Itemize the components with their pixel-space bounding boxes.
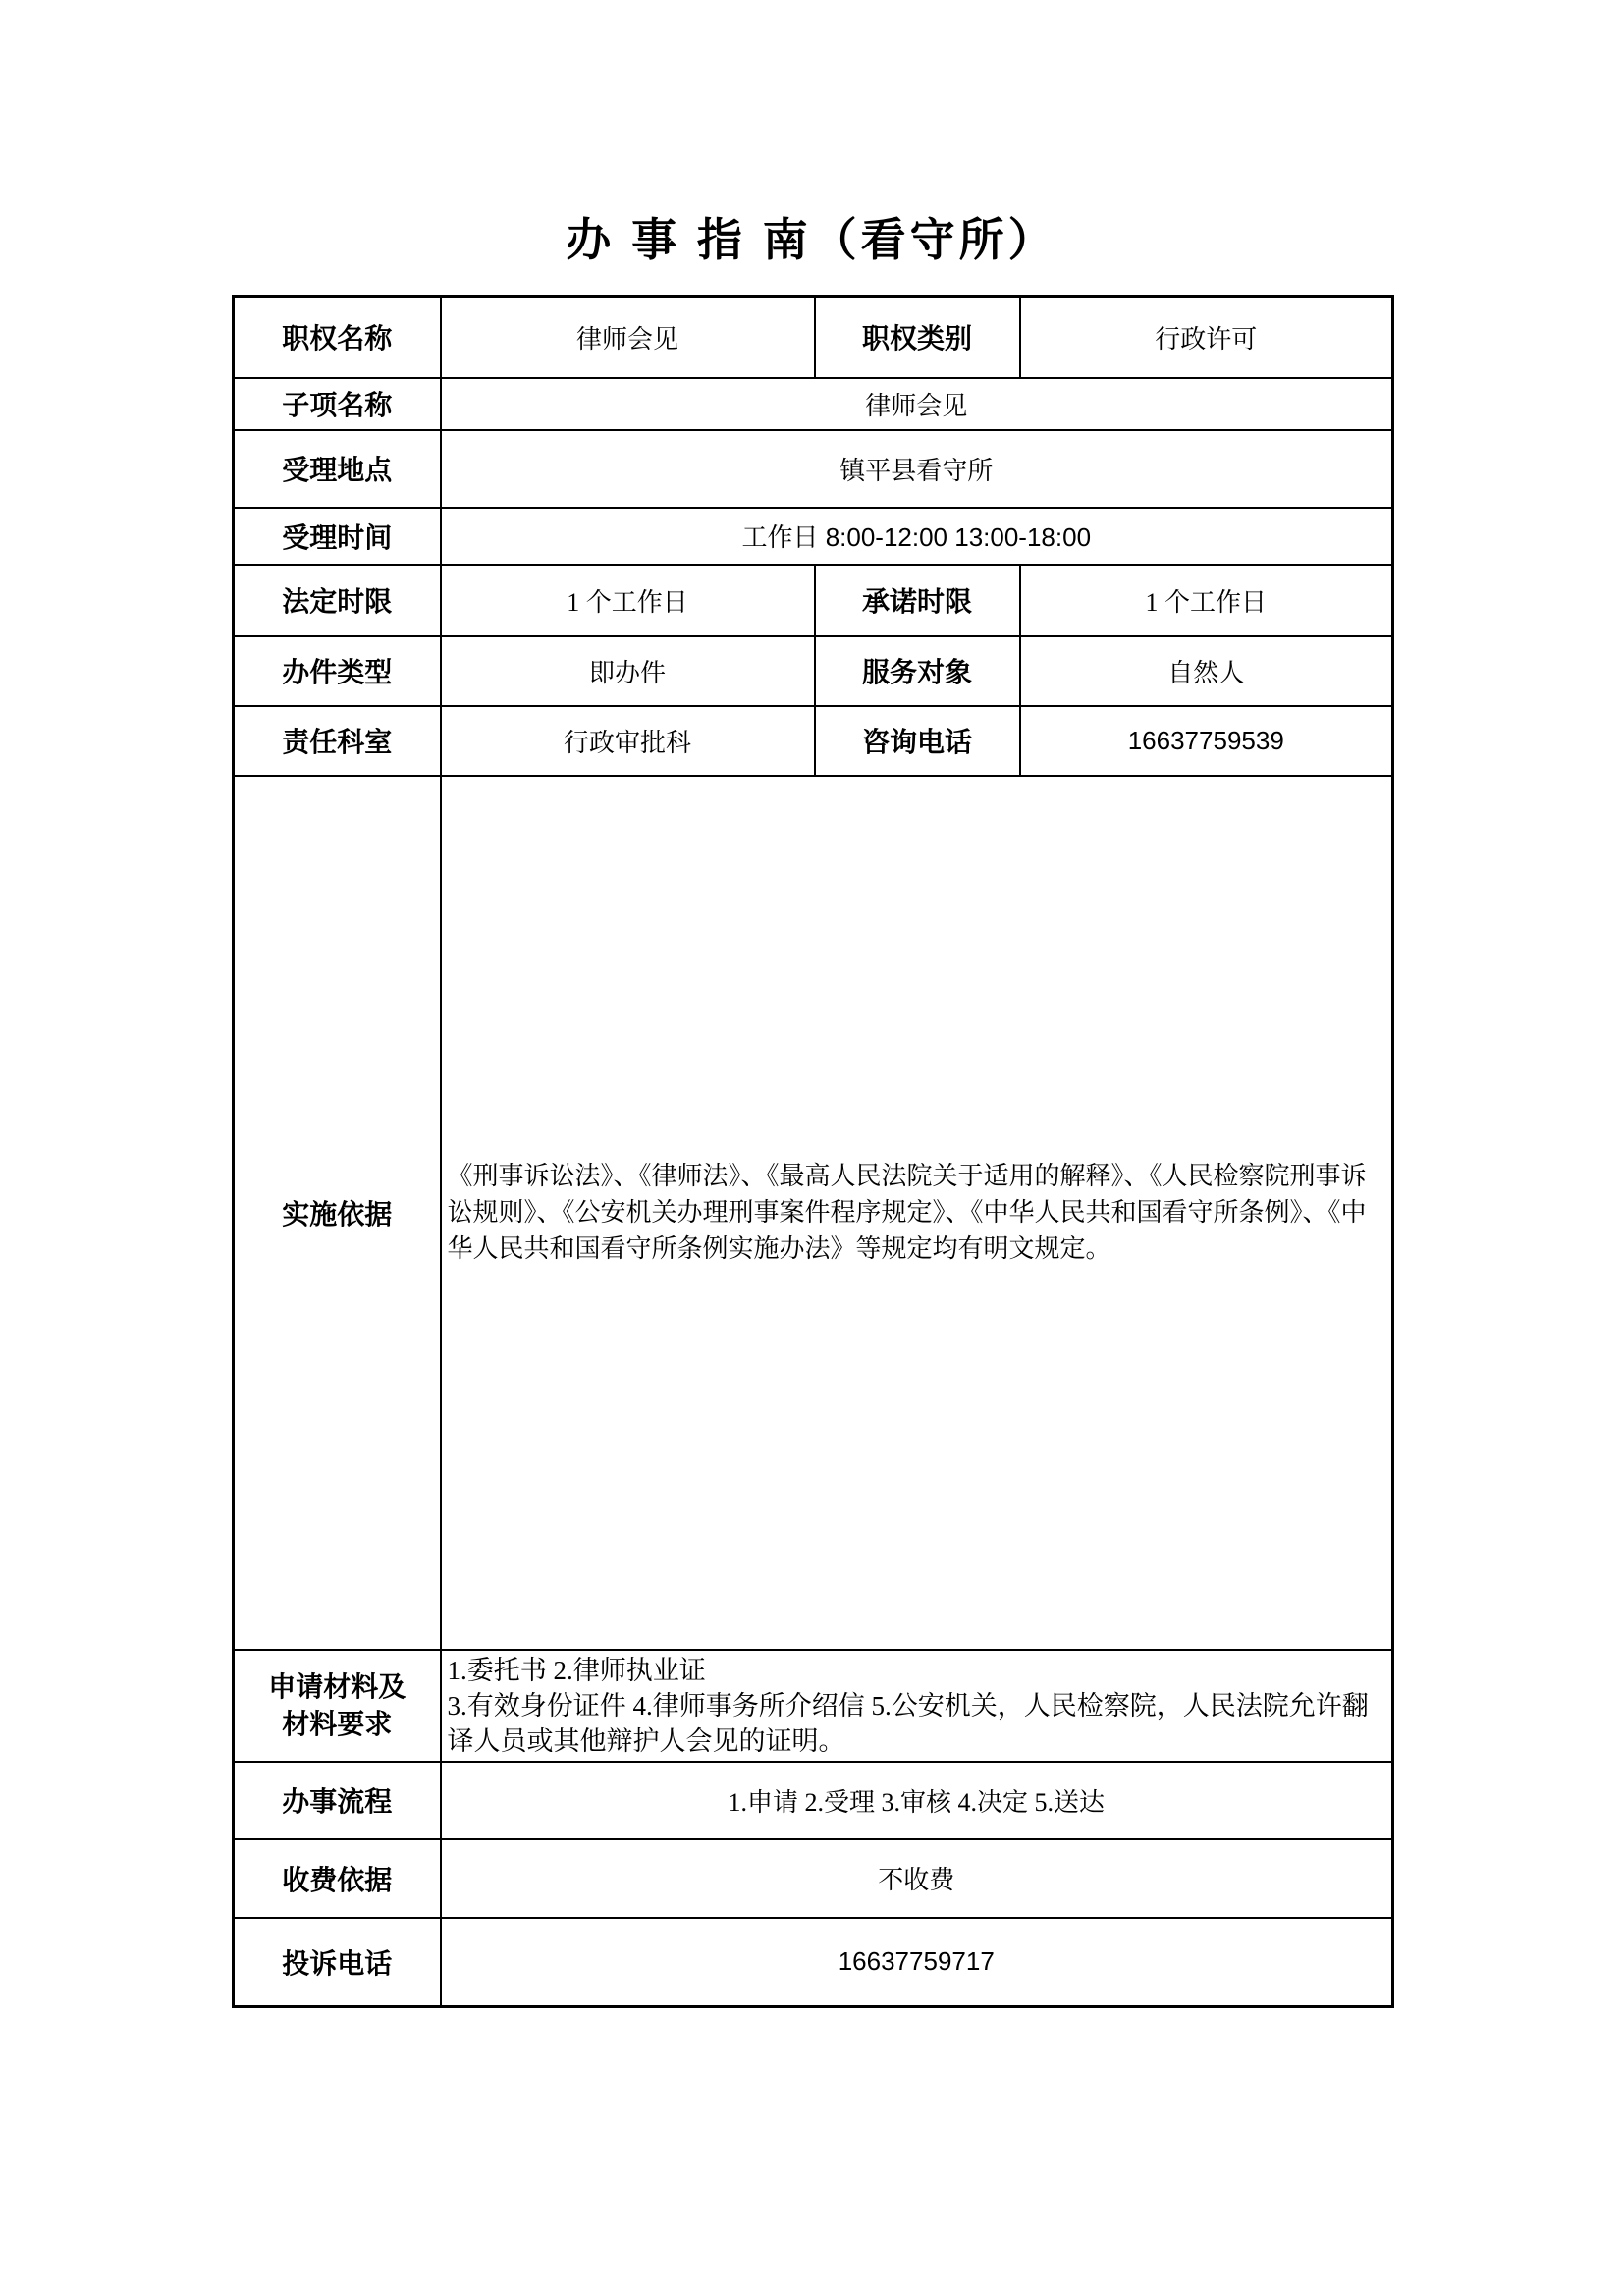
subitem-name-value: 律师会见: [441, 378, 1393, 430]
application-materials-label-line1: 申请材料及: [268, 1670, 406, 1702]
service-target-value: 自然人: [1020, 636, 1393, 706]
table-row: [234, 1918, 1393, 2007]
fee-basis-value: 不收费: [441, 1839, 1393, 1918]
acceptance-location-label: 受理地点: [234, 430, 441, 508]
implementation-basis-value: 《刑事诉讼法》、《律师法》、《最高人民法院关于适用的解释》、《人民检察院刑事诉讼规则》、《公安机关办理刑事案件程序规定》、《中华人民共和国看守所条例》、《中华人民共和国看守所条例实施办法》等规定均有明文规定。: [441, 776, 1393, 1650]
page-title: 办 事 指 南（看守所）: [566, 214, 1057, 265]
responsible-department-value: 行政审批科: [441, 706, 815, 776]
complaint-phone-value: 16637759717: [441, 1918, 1393, 2007]
authority-name-value: 律师会见: [441, 297, 815, 378]
statutory-time-limit-label: 法定时限: [234, 565, 441, 636]
acceptance-time-label: 受理时间: [234, 508, 441, 565]
fee-basis-label: 收费依据: [234, 1839, 441, 1918]
promised-time-limit-label: 承诺时限: [815, 565, 1020, 636]
subitem-name-label: 子项名称: [234, 378, 441, 430]
handling-type-value: 即办件: [441, 636, 815, 706]
implementation-basis-label: 实施依据: [234, 776, 441, 1650]
application-materials-label-line2: 材料要求: [282, 1708, 393, 1739]
application-materials-line2: 3.有效身份证件 4.律师事务所介绍信 5.公安机关，人民检察院，人民法院允许翻译人员或其他辩护人会见的证明。: [447, 1690, 1369, 1756]
table-row: [234, 706, 1393, 776]
table-row: [234, 508, 1393, 565]
table-row: [234, 1762, 1393, 1839]
handling-type-label: 办件类型: [234, 636, 441, 706]
authority-category-label: 职权类别: [815, 297, 1020, 378]
process-flow-label: 办事流程: [234, 1762, 441, 1839]
application-materials-label: [234, 1650, 441, 1762]
application-materials-value: [441, 1650, 1393, 1762]
application-materials-line1: 1.委托书 2.律师执业证: [447, 1655, 706, 1685]
table-row: [234, 565, 1393, 636]
promised-time-limit-value: 1 个工作日: [1020, 565, 1393, 636]
responsible-department-label: 责任科室: [234, 706, 441, 776]
acceptance-time-value: 工作日 8:00-12:00 13:00-18:00: [441, 508, 1393, 565]
table-row: [234, 636, 1393, 706]
authority-category-value: 行政许可: [1020, 297, 1393, 378]
acceptance-location-value: 镇平县看守所: [441, 430, 1393, 508]
service-guide-table: [232, 295, 1394, 2008]
consultation-phone-value: 16637759539: [1020, 706, 1393, 776]
complaint-phone-label: 投诉电话: [234, 1918, 441, 2007]
process-flow-value: 1.申请 2.受理 3.审核 4.决定 5.送达: [441, 1762, 1393, 1839]
table-row: [234, 378, 1393, 430]
consultation-phone-label: 咨询电话: [815, 706, 1020, 776]
table-row: [234, 1650, 1393, 1762]
table-row: [234, 776, 1393, 1650]
statutory-time-limit-value: 1 个工作日: [441, 565, 815, 636]
table-row: [234, 297, 1393, 378]
table-row: [234, 430, 1393, 508]
table-row: [234, 1839, 1393, 1918]
authority-name-label: 职权名称: [234, 297, 441, 378]
service-target-label: 服务对象: [815, 636, 1020, 706]
